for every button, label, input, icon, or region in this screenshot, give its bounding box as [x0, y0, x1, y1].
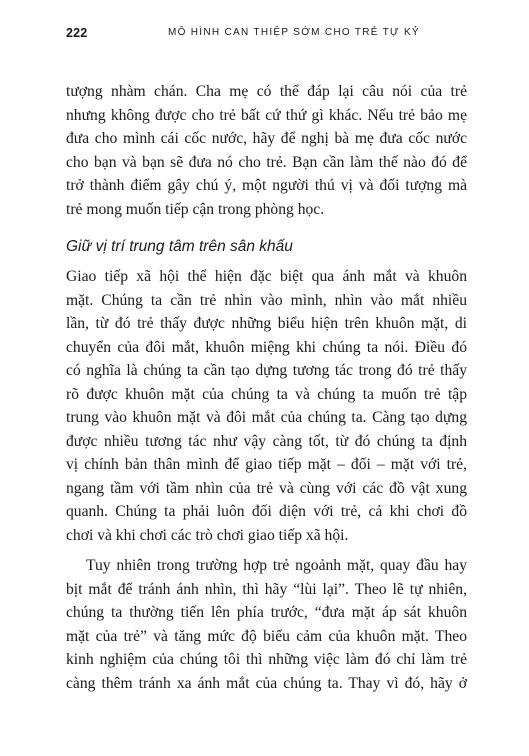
text-line: ngang tầm với tầm nhìn của trẻ và cùng với các đồ vật xung: [66, 479, 467, 497]
text-line: càng thêm tránh xa ánh mắt của chúng ta. Thay vì đó, hãy ở: [66, 674, 467, 692]
text-line: chơi và khi chơi các trò chơi giao tiếp xã hội.: [66, 526, 349, 544]
text-line: vị chính bản thân mình để giao tiếp mặt – đối – mặt với trẻ,: [66, 456, 467, 473]
text-line: chuyển của đôi mắt, khuôn miệng khi chúng ta nói. Điều đó: [66, 338, 467, 356]
text-line: Giao tiếp xã hội thể hiện đặc biệt qua ánh mắt và khuôn: [66, 268, 467, 285]
text-line: rõ được khuôn mặt của chúng ta và chúng ta muốn trẻ tập: [66, 385, 467, 403]
text-line: được nhiều tương tác như vậy càng tốt, từ đó chúng ta định: [66, 432, 467, 450]
paragraph-2: [66, 265, 467, 547]
text-line: trung vào khuôn mặt và đôi mắt của chúng ta. Càng tạo dựng: [66, 409, 467, 426]
text-line: mặt của trẻ” và tăng mức độ biểu cảm của khuôn mặt. Theo: [66, 627, 467, 645]
section-heading: Giữ vị trí trung tâm trên sân khấu: [66, 238, 293, 255]
text-line: lần, từ đó trẻ thấy được những biểu hiện trên khuôn mặt, di: [66, 315, 467, 332]
text-line: quanh. Chúng ta phải luôn đối diện với trẻ, cả khi chơi đồ: [66, 503, 467, 520]
paragraph-3: [66, 554, 467, 695]
body-text: [66, 80, 467, 695]
paragraph-1: [66, 80, 467, 221]
text-line: đưa cho mình cái cốc nước, hãy để nghị bà mẹ đưa cốc nước: [66, 130, 467, 147]
text-line: nhưng không được cho trẻ bất cứ thứ gì khác. Nếu trẻ bảo mẹ: [66, 106, 467, 124]
text-line: trở thành điểm gây chú ý, một người thú vị và đối tượng mà: [66, 177, 467, 194]
text-line: trẻ mong muốn tiếp cận trong phòng học.: [66, 200, 325, 218]
page-header: [66, 26, 464, 44]
text-line: mặt. Chúng ta cần trẻ nhìn vào mình, nhìn vào mắt nhiều: [66, 291, 467, 309]
running-title: MÔ HÌNH CAN THIỆP SỚM CHO TRẺ TỰ KỶ: [168, 27, 420, 38]
text-line: Tuy nhiên trong trường hợp trẻ ngoảnh mặt, quay đầu hay: [86, 557, 467, 574]
text-line: tượng nhàm chán. Cha mẹ có thể đáp lại câu nói của trẻ: [66, 83, 467, 100]
page-number: 222: [66, 26, 88, 40]
text-line: kinh nghiệm của chúng tôi thì những việc làm đó chỉ làm trẻ: [66, 651, 467, 668]
text-line: cho bạn và bạn sẽ đưa nó cho trẻ. Bạn cần làm thế nào đó để: [66, 153, 467, 171]
text-line: chúng ta thường tiến lên phía trước, “đưa mặt áp sát khuôn: [66, 604, 467, 621]
text-line: bịt mắt để tránh ánh nhìn, thì hãy “lùi lại”. Theo lẽ tự nhiên,: [66, 580, 467, 598]
text-line: có nghĩa là chúng ta cần tạo dựng tương tác trong đó trẻ thấy: [66, 362, 467, 379]
